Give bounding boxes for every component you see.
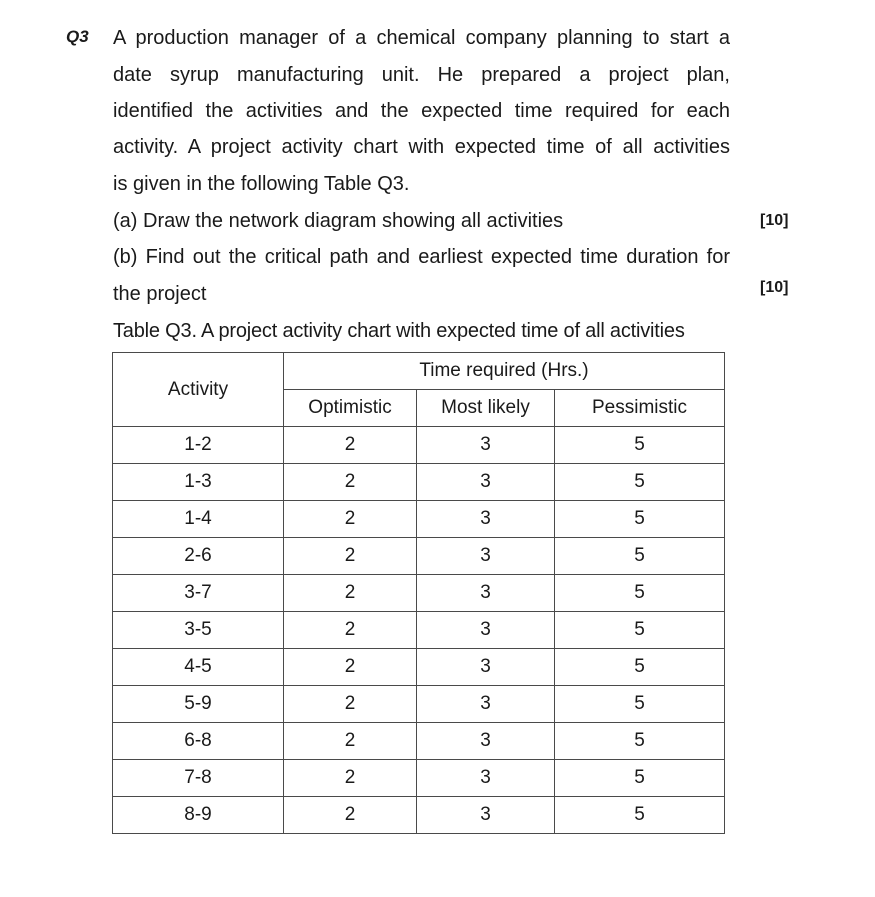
cell-pessimistic: 5 xyxy=(555,649,725,686)
table-header-row xyxy=(113,353,725,390)
cell-most-likely: 3 xyxy=(417,686,555,723)
cell-most-likely: 3 xyxy=(417,723,555,760)
cell-activity: 4-5 xyxy=(113,649,284,686)
cell-optimistic: 2 xyxy=(284,686,417,723)
question-intro-line-1: A production manager of a chemical company planning to start a xyxy=(113,27,730,49)
cell-most-likely: 3 xyxy=(417,538,555,575)
cell-pessimistic: 5 xyxy=(555,538,725,575)
cell-optimistic: 2 xyxy=(284,649,417,686)
table-row xyxy=(113,760,725,797)
table-row xyxy=(113,797,725,834)
cell-pessimistic: 5 xyxy=(555,575,725,612)
cell-most-likely: 3 xyxy=(417,760,555,797)
cell-most-likely: 3 xyxy=(417,797,555,834)
header-activity: Activity xyxy=(113,353,284,427)
cell-optimistic: 2 xyxy=(284,797,417,834)
cell-pessimistic: 5 xyxy=(555,760,725,797)
cell-pessimistic: 5 xyxy=(555,501,725,538)
cell-most-likely: 3 xyxy=(417,464,555,501)
cell-activity: 6-8 xyxy=(113,723,284,760)
cell-pessimistic: 5 xyxy=(555,797,725,834)
part-b-text-line-1: (b) Find out the critical path and earliest expected time duration for xyxy=(113,246,730,268)
cell-optimistic: 2 xyxy=(284,538,417,575)
cell-most-likely: 3 xyxy=(417,427,555,464)
cell-optimistic: 2 xyxy=(284,464,417,501)
cell-activity: 1-3 xyxy=(113,464,284,501)
cell-activity: 3-5 xyxy=(113,612,284,649)
header-pessimistic: Pessimistic xyxy=(555,390,725,427)
cell-activity: 5-9 xyxy=(113,686,284,723)
cell-optimistic: 2 xyxy=(284,723,417,760)
part-b-text-line-2: the project xyxy=(113,283,207,305)
table-row xyxy=(113,427,725,464)
table-row xyxy=(113,723,725,760)
cell-most-likely: 3 xyxy=(417,649,555,686)
cell-activity: 8-9 xyxy=(113,797,284,834)
header-most-likely: Most likely xyxy=(417,390,555,427)
cell-optimistic: 2 xyxy=(284,612,417,649)
cell-optimistic: 2 xyxy=(284,760,417,797)
cell-most-likely: 3 xyxy=(417,575,555,612)
table-row xyxy=(113,538,725,575)
part-a-text: (a) Draw the network diagram showing all activities xyxy=(113,210,564,232)
question-intro-line-2: date syrup manufacturing unit. He prepared a project plan, xyxy=(113,64,730,86)
cell-activity: 1-4 xyxy=(113,501,284,538)
cell-activity: 2-6 xyxy=(113,538,284,575)
table-row xyxy=(113,649,725,686)
cell-activity: 1-2 xyxy=(113,427,284,464)
cell-most-likely: 3 xyxy=(417,612,555,649)
table-row xyxy=(113,575,725,612)
cell-activity: 7-8 xyxy=(113,760,284,797)
header-time-required: Time required (Hrs.) xyxy=(284,353,725,390)
question-number: Q3 xyxy=(66,27,89,46)
part-a-marks: [10] xyxy=(760,212,789,229)
cell-optimistic: 2 xyxy=(284,575,417,612)
question-intro-line-3: identified the activities and the expected time required for each xyxy=(113,100,730,122)
cell-most-likely: 3 xyxy=(417,501,555,538)
table-row xyxy=(113,612,725,649)
question-intro-line-4: activity. A project activity chart with expected time of all activities xyxy=(113,136,730,158)
cell-optimistic: 2 xyxy=(284,427,417,464)
cell-pessimistic: 5 xyxy=(555,723,725,760)
cell-optimistic: 2 xyxy=(284,501,417,538)
table-row xyxy=(113,686,725,723)
cell-pessimistic: 5 xyxy=(555,464,725,501)
cell-pessimistic: 5 xyxy=(555,427,725,464)
table-caption: Table Q3. A project activity chart with expected time of all activities xyxy=(113,320,685,342)
table-row xyxy=(113,501,725,538)
header-optimistic: Optimistic xyxy=(284,390,417,427)
question-intro-line-5: is given in the following Table Q3. xyxy=(113,173,410,195)
cell-pessimistic: 5 xyxy=(555,686,725,723)
activity-table xyxy=(112,352,725,834)
table-row xyxy=(113,464,725,501)
cell-pessimistic: 5 xyxy=(555,612,725,649)
part-b-marks: [10] xyxy=(760,279,789,296)
cell-activity: 3-7 xyxy=(113,575,284,612)
